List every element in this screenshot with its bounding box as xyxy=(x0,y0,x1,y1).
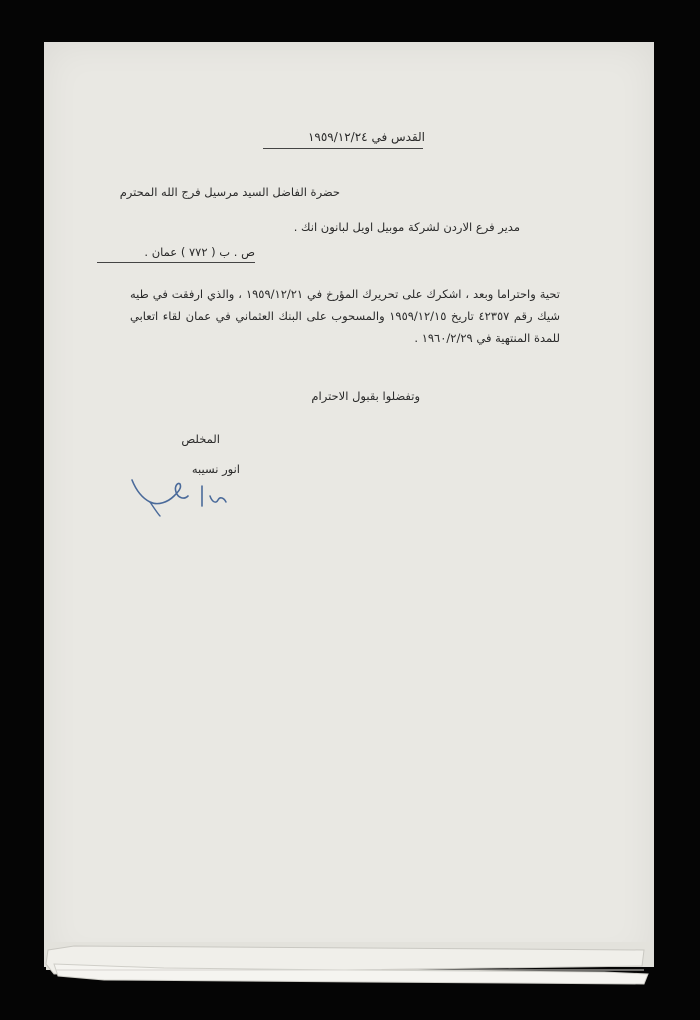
recipient-position: مدير فرع الاردن لشركة موبيل اويل لبانون انك . xyxy=(293,220,520,234)
recipient-salutation: حضرة الفاضل السيد مرسيل فرج الله المحترم xyxy=(119,185,340,199)
letter-body: تحية واحتراما وبعد ، اشكرك على تحريرك المؤرخ في ١٩٥٩/١٢/٢١ ، والذي ارفقت في طيه شيك رقم ٤٢٣٥٧ تاريخ ١٩٥٩/١٢/١٥ والمسحوب على البنك العثماني في عمان لقاء اتعابي للمدة المنتهية في ١٩٦٠/٢/٢٩ . xyxy=(130,287,561,345)
address-underline xyxy=(97,262,255,263)
signoff-title: المخلص xyxy=(181,432,220,446)
date-underline xyxy=(263,148,423,149)
letter-date: القدس في ١٩٥٩/١٢/٢٤ xyxy=(307,130,425,144)
handwritten-signature xyxy=(128,472,238,522)
signoff-name: انور نسيبه xyxy=(191,462,240,476)
letter-closing: وتفضلوا بقبول الاحترام xyxy=(311,389,420,403)
paper-curled-edge xyxy=(44,940,656,986)
recipient-address: ص . ب ( ٧٧٢ ) عمان . xyxy=(144,245,255,259)
